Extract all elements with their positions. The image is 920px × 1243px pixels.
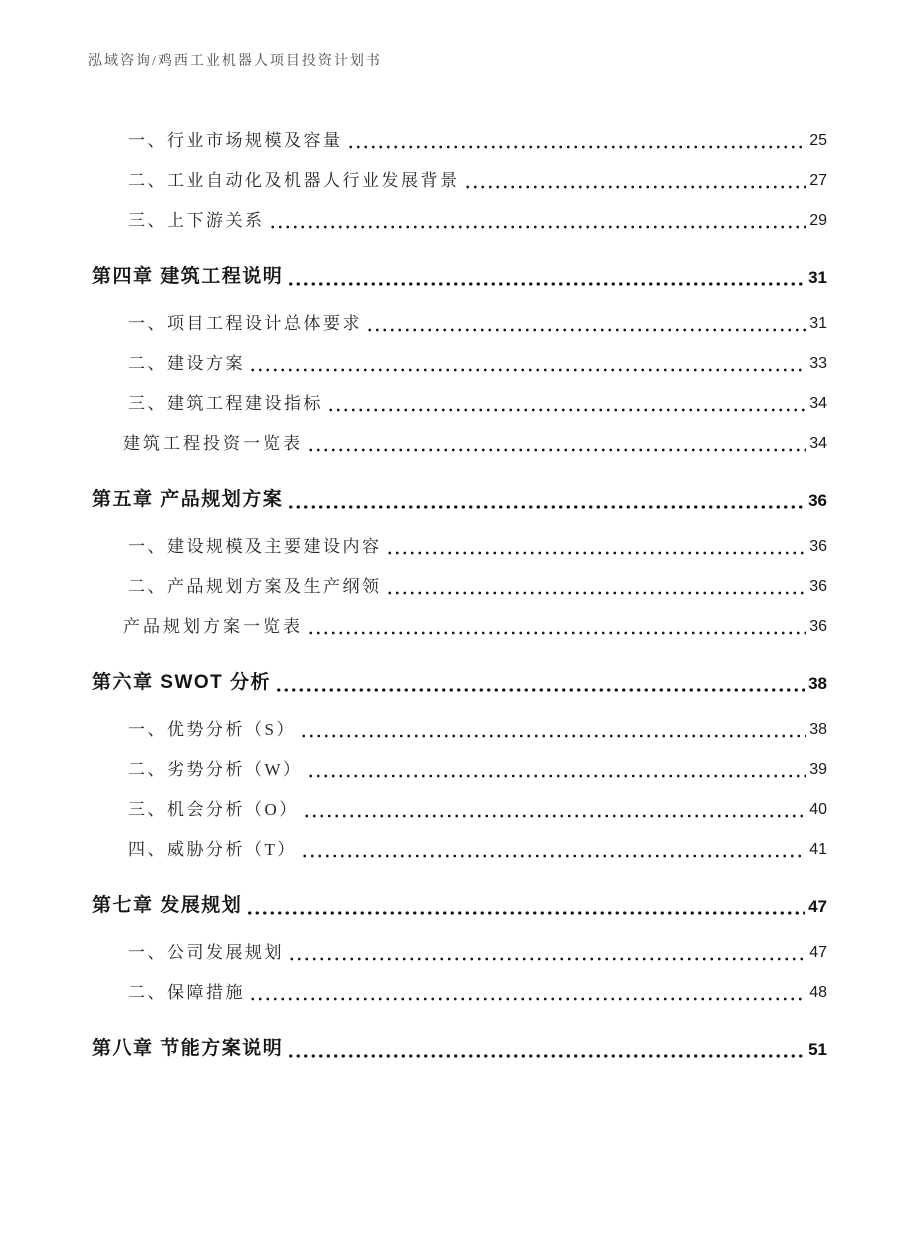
toc-entry-page: 36 (808, 491, 827, 510)
toc-entry (92, 421, 827, 461)
toc-leader-dots (287, 280, 805, 287)
toc-leader-dots (327, 407, 806, 413)
toc-entry-label: 三、建筑工程建设指标 (128, 394, 323, 413)
toc-entry-label: 第七章 发展规划 (92, 895, 243, 916)
toc-entry-page: 34 (809, 435, 827, 452)
toc-entry-page: 51 (808, 1040, 827, 1059)
toc-entry-page: 36 (809, 538, 827, 555)
toc-entry (92, 251, 827, 297)
toc-leader-dots (386, 590, 807, 596)
toc-entry-page: 36 (809, 618, 827, 635)
toc-entry-label: 一、优势分析（S） (128, 720, 296, 739)
toc-entry (92, 118, 827, 158)
toc-entry (92, 707, 827, 747)
toc-leader-dots (288, 956, 806, 962)
toc-entry-label: 三、机会分析（O） (128, 800, 299, 819)
toc-entry-label: 一、公司发展规划 (128, 943, 284, 962)
toc-entry-label: 建筑工程投资一览表 (123, 434, 303, 453)
toc-entry (92, 657, 827, 703)
toc-leader-dots (303, 813, 806, 819)
toc-entry (92, 524, 827, 564)
toc-entry-page: 36 (809, 578, 827, 595)
toc-leader-dots (366, 327, 806, 333)
toc-leader-dots (269, 224, 807, 230)
toc-entry (92, 341, 827, 381)
toc-leader-dots (347, 144, 807, 150)
toc-entry (92, 381, 827, 421)
toc-entry-page: 31 (809, 315, 827, 332)
toc-entry-page: 47 (809, 944, 827, 961)
toc-entry-label: 二、产品规划方案及生产纲领 (128, 577, 382, 596)
toc-leader-dots (275, 686, 805, 693)
document-header: 泓域咨询/鸡西工业机器人项目投资计划书 (88, 54, 382, 69)
toc-entry (92, 301, 827, 341)
toc-entry (92, 474, 827, 520)
toc-entry-label: 第八章 节能方案说明 (92, 1038, 284, 1059)
toc-entry-label: 第六章 SWOT 分析 (92, 672, 272, 693)
toc-entry-page: 48 (809, 984, 827, 1001)
toc-entry-label: 一、建设规模及主要建设内容 (128, 537, 382, 556)
toc-entry-label: 二、工业自动化及机器人行业发展背景 (128, 171, 460, 190)
toc-entry-page: 38 (809, 721, 827, 738)
toc-entry-page: 38 (808, 674, 827, 693)
toc-entry (92, 158, 827, 198)
toc-entry-label: 一、行业市场规模及容量 (128, 131, 343, 150)
toc-leader-dots (300, 733, 806, 739)
toc-entry-page: 34 (809, 395, 827, 412)
toc-entry (92, 198, 827, 238)
toc-entry-page: 39 (809, 761, 827, 778)
toc-leader-dots (307, 630, 806, 636)
toc-entry-label: 二、保障措施 (128, 983, 245, 1002)
toc-entry-label: 第五章 产品规划方案 (92, 489, 284, 510)
document-page (0, 52, 920, 1069)
toc-entry-page: 25 (809, 132, 827, 149)
toc-entry-label: 一、项目工程设计总体要求 (128, 314, 362, 333)
toc-leader-dots (287, 503, 805, 510)
toc-entry (92, 930, 827, 970)
toc-leader-dots (249, 367, 806, 373)
toc-leader-dots (307, 447, 806, 453)
toc-entry-page: 41 (809, 841, 827, 858)
toc-entry (92, 970, 827, 1010)
toc-entry-label: 二、劣势分析（W） (128, 760, 303, 779)
toc-leader-dots (464, 184, 807, 190)
toc-entry-page: 33 (809, 355, 827, 372)
toc-entry (92, 1023, 827, 1069)
toc-list (92, 118, 827, 1069)
toc-entry (92, 880, 827, 926)
toc-entry-label: 四、威胁分析（T） (128, 840, 297, 859)
toc-entry-label: 二、建设方案 (128, 354, 245, 373)
toc-leader-dots (307, 773, 807, 779)
toc-entry (92, 827, 827, 867)
toc-entry-page: 29 (809, 212, 827, 229)
toc-entry (92, 787, 827, 827)
toc-leader-dots (386, 550, 807, 556)
toc-entry-page: 27 (809, 172, 827, 189)
toc-entry-label: 产品规划方案一览表 (123, 617, 303, 636)
toc-leader-dots (301, 853, 806, 859)
toc-entry-page: 40 (809, 801, 827, 818)
toc-entry (92, 564, 827, 604)
toc-entry (92, 747, 827, 787)
toc-entry-page: 31 (808, 268, 827, 287)
toc-entry-label: 第四章 建筑工程说明 (92, 266, 284, 287)
toc-entry (92, 604, 827, 644)
toc-leader-dots (249, 996, 806, 1002)
toc-leader-dots (246, 909, 805, 916)
toc-entry-label: 三、上下游关系 (128, 211, 265, 230)
toc-entry-page: 47 (808, 897, 827, 916)
toc-leader-dots (287, 1052, 805, 1059)
